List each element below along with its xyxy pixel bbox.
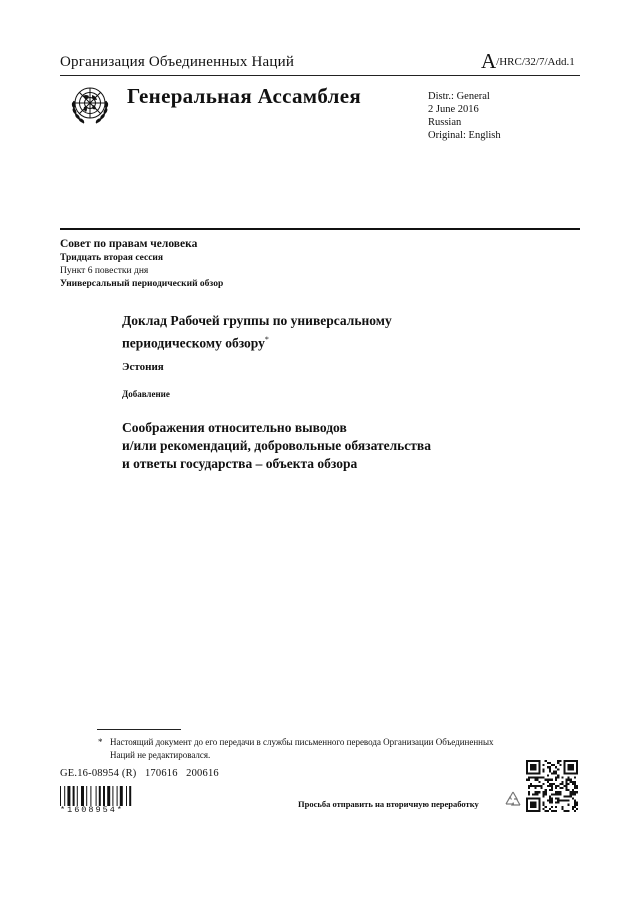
barcode-number: *1608954* <box>60 805 124 815</box>
symbol-letter: A <box>481 49 497 73</box>
report-title-text: периодическому обзору <box>122 335 265 351</box>
footnote <box>98 736 510 762</box>
distribution-status: Distr.: General <box>428 91 490 102</box>
organization-name: Организация Объединенных Наций <box>60 54 295 70</box>
qr-code-icon <box>526 760 578 812</box>
footnote-text: Настоящий документ до его передачи в службы письменного перевода Организации Объединенных Наций не редактировался. <box>110 737 494 760</box>
report-subtitle <box>122 419 542 473</box>
footnote-rule <box>97 729 181 730</box>
recycle-note: Просьба отправить на вторичную переработку <box>298 799 479 809</box>
distribution-original: Original: English <box>428 130 501 141</box>
agenda-item: Пункт 6 повестки дня <box>60 266 149 276</box>
footnote-reference: * <box>264 335 269 344</box>
report-title <box>122 311 522 353</box>
header-rule <box>60 75 580 76</box>
report-title-line-2 <box>122 330 522 353</box>
addendum-label: Добавление <box>122 389 170 399</box>
assembly-title: Генеральная Ассамблея <box>127 84 362 108</box>
recycle-icon <box>503 790 523 810</box>
document-symbol <box>481 49 575 73</box>
report-subtitle-line-3: и ответы государства – объекта обзора <box>122 456 358 471</box>
distribution-block <box>428 90 501 142</box>
country-name: Эстония <box>122 361 164 373</box>
footnote-mark: * <box>98 737 103 747</box>
council-name: Совет по правам человека <box>60 238 198 250</box>
section-rule <box>60 228 580 230</box>
report-subtitle-line-2: и/или рекомендаций, добровольные обязательства <box>122 438 431 453</box>
distribution-language: Russian <box>428 117 462 128</box>
report-subtitle-line-1: Соображения относительно выводов <box>122 420 347 435</box>
report-title-line-1: Доклад Рабочей группы по универсальному <box>122 313 392 328</box>
symbol-rest: /HRC/32/7/Add.1 <box>496 56 575 68</box>
barcode-icon <box>60 786 154 806</box>
session-name: Тридцать вторая сессия <box>60 253 164 263</box>
document-code: GE.16-08954 (R) 170616 200616 <box>60 768 219 779</box>
distribution-date: 2 June 2016 <box>428 104 479 115</box>
review-name: Универсальный периодический обзор <box>60 279 224 289</box>
un-emblem-icon <box>66 81 114 129</box>
